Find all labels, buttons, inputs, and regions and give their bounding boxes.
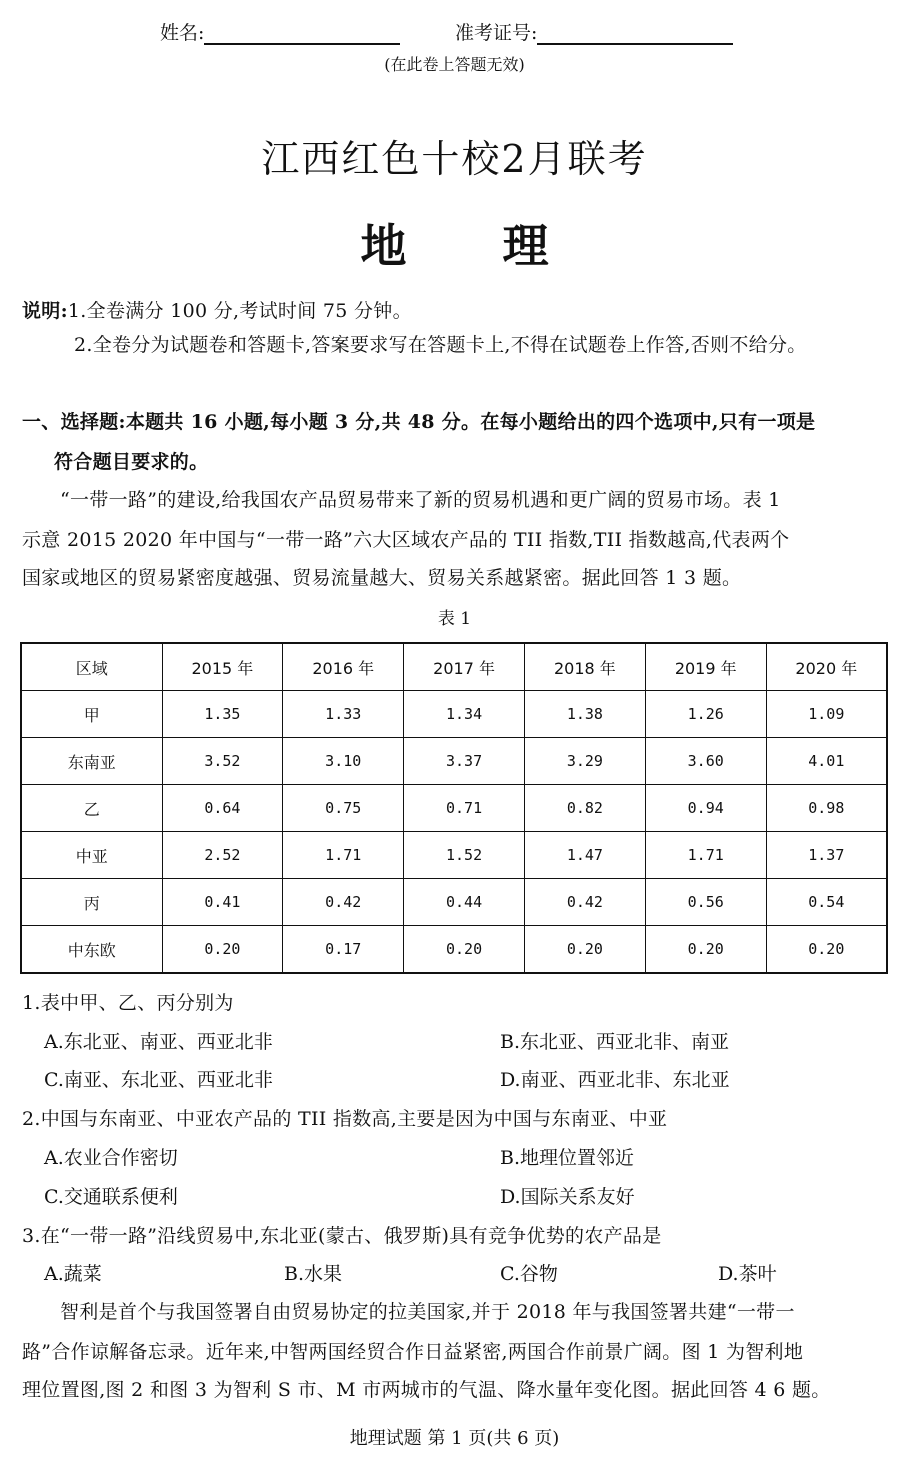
q3-option-a: A.蔬菜 — [44, 1263, 102, 1285]
value-cell: 0.20 — [162, 926, 283, 974]
value-cell: 0.71 — [404, 785, 525, 832]
name-label: 姓名: — [160, 22, 205, 44]
passage1-line-2: 示意 2015 2020 年中国与“一带一路”六大区域农产品的 TII 指数,TII 指数越高,代表两个 — [22, 529, 790, 551]
id-blank — [537, 23, 733, 45]
header-cell: 2019 年 — [645, 643, 766, 691]
passage2-line-1: 智利是首个与我国签署自由贸易协定的拉美国家,并于 2018 年与我国签署共建“一带一 — [60, 1301, 795, 1323]
name-blank — [204, 23, 400, 45]
instructions-label: 说明: — [22, 300, 68, 322]
passage1-line-3: 国家或地区的贸易紧密度越强、贸易流量越大、贸易关系越紧密。据此回答 1 3 题。 — [22, 567, 742, 589]
subject-char-2: 理 — [502, 219, 549, 273]
value-cell: 2.52 — [162, 832, 283, 879]
value-cell: 1.37 — [766, 832, 887, 879]
q3-option-c: C.谷物 — [500, 1263, 558, 1285]
instructions-line-2: 2.全卷分为试题卷和答题卡,答案要求写在答题卡上,不得在试题卷上作答,否则不给分。 — [74, 334, 807, 356]
table-header-row — [21, 643, 887, 691]
table-row — [21, 738, 887, 785]
value-cell: 3.29 — [524, 738, 645, 785]
value-cell: 0.64 — [162, 785, 283, 832]
q2-stem: 2.中国与东南亚、中亚农产品的 TII 指数高,主要是因为中国与东南亚、中亚 — [22, 1108, 668, 1130]
value-cell: 0.20 — [645, 926, 766, 974]
value-cell: 3.37 — [404, 738, 525, 785]
value-cell: 3.10 — [283, 738, 404, 785]
value-cell: 1.35 — [162, 691, 283, 738]
header-cell: 2018 年 — [524, 643, 645, 691]
value-cell: 0.54 — [766, 879, 887, 926]
q2-option-a: A.农业合作密切 — [44, 1147, 178, 1169]
table-row — [21, 691, 887, 738]
value-cell: 1.71 — [645, 832, 766, 879]
value-cell: 1.71 — [283, 832, 404, 879]
header-cell: 2017 年 — [404, 643, 525, 691]
table-row — [21, 785, 887, 832]
region-cell: 甲 — [21, 691, 162, 738]
id-field — [455, 18, 733, 45]
q2-option-b: B.地理位置邻近 — [500, 1147, 635, 1169]
value-cell: 0.98 — [766, 785, 887, 832]
region-cell: 乙 — [21, 785, 162, 832]
section-heading-line-1: 一、选择题:本题共 16 小题,每小题 3 分,共 48 分。在每小题给出的四个选项中,只有一项是 — [22, 411, 816, 433]
value-cell: 1.34 — [404, 691, 525, 738]
header-cell: 2016 年 — [283, 643, 404, 691]
q1-option-c: C.南亚、东北亚、西亚北非 — [44, 1069, 273, 1091]
passage2-line-2: 路”合作谅解备忘录。近年来,中智两国经贸合作日益紧密,两国合作前景广阔。图 1 为智利地 — [22, 1341, 804, 1363]
table-row — [21, 832, 887, 879]
q2-option-d: D.国际关系友好 — [500, 1186, 635, 1208]
header-cell: 2015 年 — [162, 643, 283, 691]
value-cell: 0.41 — [162, 879, 283, 926]
header-cell: 2020 年 — [766, 643, 887, 691]
value-cell: 0.17 — [283, 926, 404, 974]
value-cell: 0.82 — [524, 785, 645, 832]
q1-option-b: B.东北亚、西亚北非、南亚 — [500, 1031, 730, 1053]
tii-table — [20, 642, 888, 974]
exam-title: 江西红色十校2月联考 — [261, 137, 648, 181]
instructions-text-1: 1.全卷满分 100 分,考试时间 75 分钟。 — [67, 300, 412, 322]
value-cell: 0.20 — [766, 926, 887, 974]
value-cell: 0.75 — [283, 785, 404, 832]
passage2-line-3: 理位置图,图 2 和图 3 为智利 S 市、M 市两城市的气温、降水量年变化图。据此回答 4 6 题。 — [22, 1379, 831, 1401]
value-cell: 0.94 — [645, 785, 766, 832]
q3-option-d: D.茶叶 — [718, 1263, 777, 1285]
region-cell: 中东欧 — [21, 926, 162, 974]
value-cell: 1.52 — [404, 832, 525, 879]
header-notice: (在此卷上答题无效) — [384, 55, 525, 74]
name-field — [160, 18, 400, 45]
region-cell: 东南亚 — [21, 738, 162, 785]
section-heading-line-2: 符合题目要求的。 — [54, 451, 209, 473]
table-caption: 表 1 — [437, 609, 472, 629]
value-cell: 3.60 — [645, 738, 766, 785]
q2-option-c: C.交通联系便利 — [44, 1186, 178, 1208]
id-label: 准考证号: — [455, 22, 538, 44]
q1-option-d: D.南亚、西亚北非、东北亚 — [500, 1069, 730, 1091]
region-cell: 丙 — [21, 879, 162, 926]
subject-title — [0, 210, 909, 276]
passage1-line-1: “一带一路”的建设,给我国农产品贸易带来了新的贸易机遇和更广阔的贸易市场。表 1 — [60, 489, 781, 511]
instructions-line-1 — [22, 298, 412, 324]
value-cell: 1.09 — [766, 691, 887, 738]
value-cell: 3.52 — [162, 738, 283, 785]
value-cell: 1.33 — [283, 691, 404, 738]
page-footer: 地理试题 第 1 页(共 6 页) — [349, 1428, 560, 1449]
table-row — [21, 926, 887, 974]
subject-char-1: 地 — [360, 219, 407, 273]
value-cell: 1.38 — [524, 691, 645, 738]
value-cell: 0.56 — [645, 879, 766, 926]
header-cell: 区域 — [21, 643, 162, 691]
value-cell: 0.20 — [404, 926, 525, 974]
q3-stem: 3.在“一带一路”沿线贸易中,东北亚(蒙古、俄罗斯)具有竞争优势的农产品是 — [22, 1225, 662, 1247]
q1-stem: 1.表中甲、乙、丙分别为 — [22, 992, 234, 1014]
value-cell: 0.20 — [524, 926, 645, 974]
value-cell: 1.47 — [524, 832, 645, 879]
region-cell: 中亚 — [21, 832, 162, 879]
q3-option-b: B.水果 — [284, 1263, 343, 1285]
value-cell: 0.42 — [283, 879, 404, 926]
value-cell: 4.01 — [766, 738, 887, 785]
q1-option-a: A.东北亚、南亚、西亚北非 — [44, 1031, 273, 1053]
value-cell: 0.42 — [524, 879, 645, 926]
value-cell: 1.26 — [645, 691, 766, 738]
table-row — [21, 879, 887, 926]
value-cell: 0.44 — [404, 879, 525, 926]
